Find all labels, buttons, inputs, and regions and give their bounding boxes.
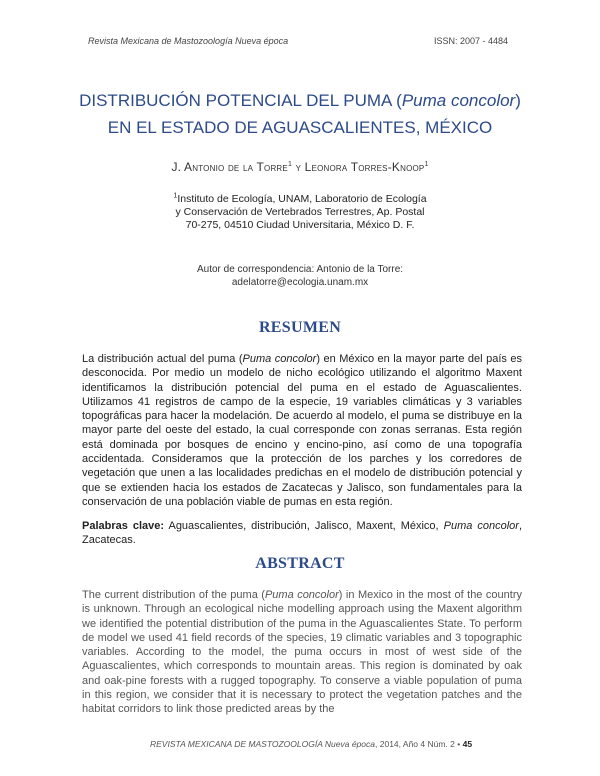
author-1: J. Antonio de la Torre bbox=[171, 160, 288, 174]
page-number: 45 bbox=[462, 739, 473, 749]
author-list: J. Antonio de la Torre$^1$ y Leonora Torres-Knoop$^1$ bbox=[171, 160, 429, 174]
keywords: Palabras clave: Aguascalientes, distribución, Jalisco, Maxent, México, Puma concolor, Zacatecas. bbox=[82, 520, 522, 547]
correspondence-email: adelatorre@ecologia.unam.mx bbox=[231, 277, 369, 288]
running-header-issn: ISSN: 2007 - 4484 bbox=[434, 36, 509, 46]
running-header-journal: Revista Mexicana de Mastozoología Nueva época bbox=[88, 36, 289, 46]
page-footer: REVISTA MEXICANA DE MASTOZOOLOGÍA Nueva época, 2014, Año 4 Núm. 2 • 45 bbox=[150, 739, 473, 749]
correspondence: Autor de correspondencia: Antonio de la Torre: adelatorre@ecologia.unam.mx bbox=[140, 263, 460, 289]
article-title-line-1: DISTRIBUCIÓN POTENCIAL DEL PUMA (Puma concolor) bbox=[79, 91, 521, 110]
resumen-heading: RESUMEN bbox=[258, 319, 342, 336]
abstract-paragraph: The current distribution of the puma (Puma concolor) in Mexico in the most of the country is unknown. Through an ecological niche modelling approach using the Maxent algorithm we identified the potential distribution of the puma in the Aguascalientes State. To perform de model we used 41 field records of the species, 19 climatic variables and 3 topographic variables. According to the model, the puma occurs in most of west side of the Aguascalientes, which corresponds to mountain areas. This region is dominated by oak and oak-pine forests with a rugged topography. To conserve a viable population of puma in this region, we consider that it is necessary to protect the vegetation patches and the habitat corridors to link those predicted areas by the bbox=[82, 589, 522, 716]
title-species-name: Puma concolor bbox=[401, 91, 516, 110]
abstract-heading: ABSTRACT bbox=[255, 555, 345, 572]
resumen-paragraph: La distribución actual del puma (Puma concolor) en México en la mayor parte del país es desconocida. Por medio un modelo de nicho ecológico utilizando el algoritmo Maxent identificamos la distribución potencial del puma en el estado de Aguascalientes. Utilizamos 41 registros de campo de la especie, 19 variables climáticas y 3 variables topográficas para hacer la modelación. De acuerdo al modelo, el puma se distribuye en la mayor parte del oeste del estado, la cual corresponde con zonas serranas. Esta región está dominada por bosques de encino y encino-pino, así como de una topografía accidentada. Consideramos que la protección de los parches y los corredores de vegetación que unen a las localidades predichas en el modelo de distribución potencial y que se extienden hacia los estados de Zacatecas y Jalisco, son fundamentales para la conservación de una población viable de pumas en esta región. bbox=[82, 353, 522, 508]
keywords-label: Palabras clave: bbox=[82, 520, 165, 532]
author-2: Leonora Torres-Knoop bbox=[304, 160, 425, 174]
article-title-line-2: EN EL ESTADO DE AGUASCALIENTES, MÉXICO bbox=[107, 118, 493, 137]
affiliation: $^1$Instituto de Ecología, UNAM, Laboratorio de Ecología y Conservación de Vertebrados Terrestres, Ap. Postal 70-275, 04510 Ciudad Universitaria, México D. F. bbox=[173, 192, 427, 231]
